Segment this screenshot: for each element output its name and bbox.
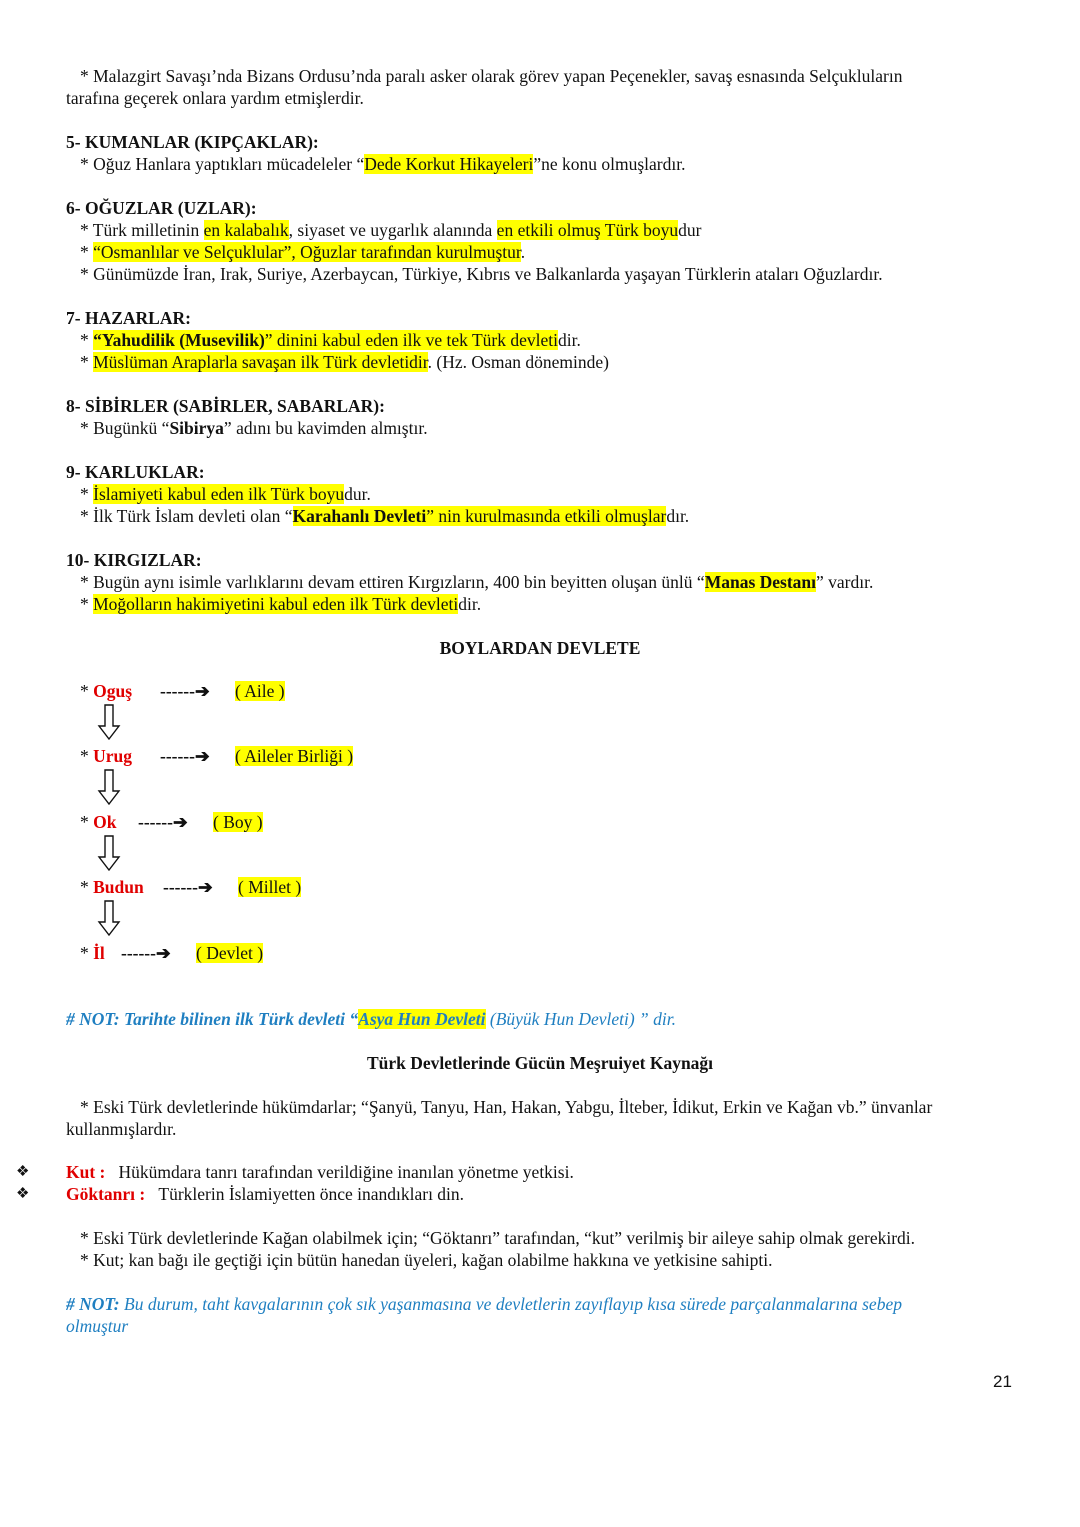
oguzlar-bullet-3: * Günümüzde İran, Irak, Suriye, Azerbaycan, Türkiye, Kıbrıs ve Balkanlarda yaşayan Türklerin ataları Oğuzlardır. <box>80 264 883 284</box>
oguzlar-bullet-1: * Türk milletinin en kalabalık, siyaset ve uygarlık alanında en etkili olmuş Türk boyudur <box>80 220 702 240</box>
mesruiyet-para-line-1: * Eski Türk devletlerinde hükümdarlar; “Şanyü, Tanyu, Han, Hakan, Yabgu, İlteber, İdikut, Erkin ve Kağan vb.” ünvanlar <box>80 1097 933 1117</box>
arrow-right-icon: ➔ <box>197 877 213 897</box>
mesruiyet-para-line-2: kullanmışlardır. <box>66 1119 177 1139</box>
flow-step-ok: * Ok <box>80 812 117 832</box>
sibirler-bullet-1: * Bugünkü “Sibirya” adını bu kavimden almıştır. <box>80 418 428 438</box>
flow-meaning-boy: ( Boy ) <box>213 812 263 832</box>
kirgizlar-bullet-1: * Bugün aynı isimle varlıklarını devam ettiren Kırgızların, 400 bin beyitten oluşan ünlü “Manas Destanı” vardır. <box>80 572 874 592</box>
kirgizlar-bullet-2: * Moğolların hakimiyetini kabul eden ilk Türk devletidir. <box>80 594 482 614</box>
flow-step-il: * İl <box>80 943 105 963</box>
mesruiyet-bullet-2: * Kut; kan bağı ile geçtiği için bütün hanedan üyeleri, kağan olabilme hakkına ve yetkisine sahipti. <box>80 1250 773 1270</box>
intro-line-1: * Malazgirt Savaşı’nda Bizans Ordusu’nda paralı asker olarak görev yapan Peçenekler, savaş esnasında Selçukluların <box>80 66 903 86</box>
section-sibirler-title: 8- SİBİRLER (SABİRLER, SABARLAR): <box>66 396 385 416</box>
arrow-right-icon: ➔ <box>172 812 188 832</box>
diamond-bullet-icon: ❖ <box>16 1186 30 1202</box>
flow-arrow-4: ------➔ <box>163 877 213 897</box>
intro-line-2: tarafına geçerek onlara yardım etmişlerdir. <box>66 88 364 108</box>
flow-meaning-devlet: ( Devlet ) <box>196 943 264 963</box>
definition-goktanri: Göktanrı : Türklerin İslamiyetten önce inandıkları din. <box>66 1184 465 1204</box>
note-first-turkish-state: # NOT: Tarihte bilinen ilk Türk devleti “Asya Hun Devleti (Büyük Hun Devleti) ” dir. <box>66 1009 677 1029</box>
flow-meaning-aileler-birligi: ( Aileler Birliği ) <box>235 746 354 766</box>
section-karluklar-title: 9- KARLUKLAR: <box>66 462 205 482</box>
arrow-right-icon: ➔ <box>155 943 171 963</box>
flow-step-urug: * Urug <box>80 746 133 766</box>
hazarlar-bullet-1: * “Yahudilik (Musevilik)” dinini kabul eden ilk ve tek Türk devletidir. <box>80 330 581 350</box>
definition-kut: Kut : Hükümdara tanrı tarafından verildiğine inanılan yönetme yetkisi. <box>66 1162 574 1182</box>
down-arrow-icon <box>97 835 121 871</box>
karluklar-bullet-2: * İlk Türk İslam devleti olan “Karahanlı Devleti” nin kurulmasında etkili olmuşlardır. <box>80 506 690 526</box>
flow-arrow-5: ------➔ <box>121 943 171 963</box>
flow-step-oguş: * Oguş <box>80 681 133 701</box>
oguzlar-bullet-2: * “Osmanlılar ve Selçuklular”, Oğuzlar tarafından kurulmuştur. <box>80 242 526 262</box>
boylardan-devlete-heading: BOYLARDAN DEVLETE <box>439 638 641 658</box>
diamond-bullet-icon: ❖ <box>16 1164 30 1180</box>
note-throne-struggles-line-1: # NOT: Bu durum, taht kavgalarının çok sık yaşanmasına ve devletlerin zayıflayıp kısa sürede parçalanmalarına sebep <box>66 1294 902 1314</box>
note-throne-struggles-line-2: olmuştur <box>66 1316 129 1336</box>
kumanlar-bullet-1: * Oğuz Hanlara yaptıkları mücadeleler “Dede Korkut Hikayeleri”ne konu olmuşlardır. <box>80 154 686 174</box>
arrow-right-icon: ➔ <box>194 746 210 766</box>
page-number: 21 <box>993 1372 1012 1391</box>
mesruiyet-bullet-1: * Eski Türk devletlerinde Kağan olabilmek için; “Göktanrı” tarafından, “kut” verilmiş bir aileye sahip olmak gerekirdi. <box>80 1228 916 1248</box>
flow-arrow-2: ------➔ <box>160 746 210 766</box>
section-oguzlar-title: 6- OĞUZLAR (UZLAR): <box>66 198 257 218</box>
section-kumanlar-title: 5- KUMANLAR (KIPÇAKLAR): <box>66 132 319 152</box>
karluklar-bullet-1: * İslamiyeti kabul eden ilk Türk boyudur. <box>80 484 371 504</box>
down-arrow-icon <box>97 769 121 805</box>
flow-meaning-millet: ( Millet ) <box>238 877 302 897</box>
down-arrow-icon <box>97 704 121 740</box>
flow-arrow-3: ------➔ <box>138 812 188 832</box>
flow-arrow-1: ------➔ <box>160 681 210 701</box>
arrow-right-icon: ➔ <box>194 681 210 701</box>
flow-step-budun: * Budun <box>80 877 144 897</box>
section-kirgizlar-title: 10- KIRGIZLAR: <box>66 550 202 570</box>
hazarlar-bullet-2: * Müslüman Araplarla savaşan ilk Türk devletidir. (Hz. Osman döneminde) <box>80 352 609 372</box>
mesruiyet-heading: Türk Devletlerinde Gücün Meşruiyet Kaynağı <box>366 1053 714 1073</box>
section-hazarlar-title: 7- HAZARLAR: <box>66 308 191 328</box>
down-arrow-icon <box>97 900 121 936</box>
flow-meaning-aile: ( Aile ) <box>235 681 285 701</box>
